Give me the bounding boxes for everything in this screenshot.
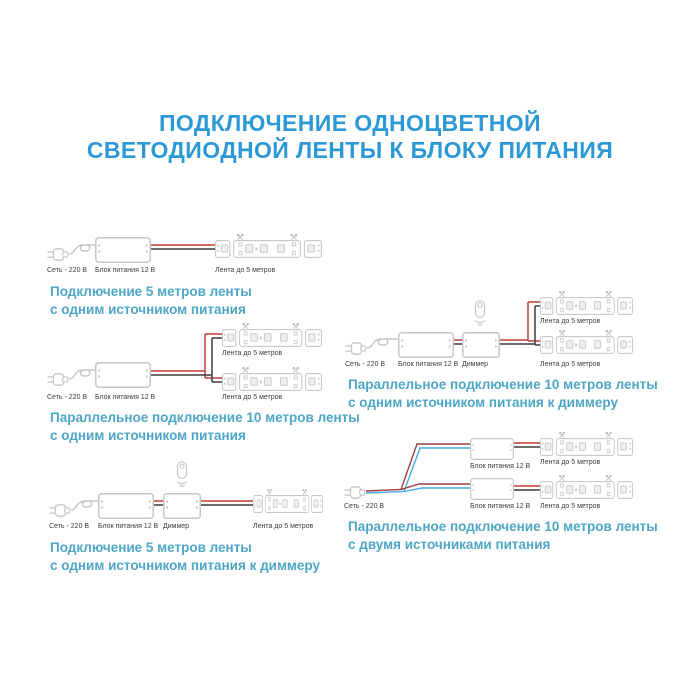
diagram-dimmer-parallel [343, 290, 673, 412]
dimmer-icon [164, 494, 200, 518]
diagram-caption [50, 283, 325, 319]
caption-line2: с одним источником питания [50, 428, 246, 443]
diagram-dimmer-single [45, 458, 325, 575]
caption-line2: с двумя источниками питания [348, 537, 551, 552]
strip-label: Лента до 5 метров [540, 361, 601, 368]
strip-label: Лента до 5 метров [222, 394, 283, 401]
caption-line1: Параллельное подключение 10 метров ленты [348, 519, 658, 534]
diagram-single-strip [45, 234, 325, 319]
mains-label: Сеть - 220 В [47, 394, 88, 401]
mains-label: Сеть - 220 В [344, 503, 385, 510]
plug-icon [47, 374, 67, 385]
led-strip-icon [541, 330, 633, 353]
psu-label: Блок питания 12 В [98, 523, 159, 530]
dimmer-icon [463, 333, 499, 357]
caption-line2: с одним источником питания к диммеру [348, 395, 618, 410]
strip-label: Лента до 5 метров [215, 267, 276, 274]
page-title [0, 110, 700, 164]
power-supply-icon [399, 333, 453, 357]
psu-label: Блок питания 12 В [398, 361, 459, 368]
led-strip-icon [541, 432, 633, 455]
plug-icon [344, 487, 364, 498]
power-supply-icon [99, 494, 153, 518]
psu-label: Блок питания 12 В [470, 503, 531, 510]
mains-cable [71, 501, 98, 510]
caption-line2: с одним источником питания к диммеру [50, 558, 320, 573]
negative-wire [500, 306, 540, 345]
led-strip-icon [541, 291, 633, 314]
diagram-parallel-one-psu [45, 322, 360, 445]
caption-line1: Параллельное подключение 10 метров ленты [348, 377, 658, 392]
diagram-single-strip-drawing [45, 234, 325, 276]
page-title-line1: ПОДКЛЮЧЕНИЕ ОДНОЦВЕТНОЙ [159, 110, 541, 136]
caption-line1: Подключение 5 метров ленты [50, 284, 252, 299]
mains-label: Сеть - 220 В [49, 523, 90, 530]
led-strip-icon [253, 489, 322, 512]
strip-label: Лента до 5 метров [540, 459, 601, 466]
plug-icon [345, 343, 365, 354]
power-supply-icon [96, 363, 150, 387]
strip-label: Лента до 5 метров [540, 503, 601, 510]
plug-icon [49, 505, 69, 516]
remote-control-icon [177, 462, 187, 486]
led-strip-icon [541, 475, 633, 498]
led-strip-icon [223, 323, 322, 346]
caption-line2: с одним источником питания [50, 302, 246, 317]
strip-label: Лента до 5 метров [222, 350, 283, 357]
psu-label: Блок питания 12 В [470, 463, 531, 470]
diagram-caption [348, 376, 673, 412]
positive-wire [500, 302, 540, 341]
plug-icon [47, 249, 67, 260]
diagram-caption [50, 539, 325, 575]
led-strip-icon [223, 367, 322, 390]
mains-label: Сеть - 220 В [47, 267, 88, 274]
strip-label: Лента до 5 метров [540, 318, 601, 325]
diagram-two-psu [343, 432, 673, 554]
mains-label: Сеть - 220 В [345, 361, 386, 368]
page-title-line2: СВЕТОДИОДНОЙ ЛЕНТЫ К БЛОКУ ПИТАНИЯ [86, 137, 614, 163]
diagram-parallel-one-psu-drawing [45, 322, 325, 402]
power-supply-icon [471, 479, 514, 500]
led-strip-icon [216, 234, 322, 257]
strip-label: Лента до 5 метров [253, 523, 314, 530]
mains-cable [367, 339, 398, 348]
power-supply-icon [471, 439, 514, 460]
power-supply-icon [96, 238, 150, 262]
dimmer-label: Диммер [462, 361, 489, 368]
mains-neutral-wire [404, 488, 470, 492]
diagram-two-psu-drawing [343, 432, 673, 510]
caption-line1: Параллельное подключение 10 метров ленты [50, 410, 360, 425]
psu-label: Блок питания 12 В [95, 394, 156, 401]
psu-label: Блок питания 12 В [95, 267, 156, 274]
diagram-caption [50, 409, 360, 445]
diagram-dimmer-parallel-drawing [343, 290, 673, 368]
mains-cable [69, 245, 95, 254]
negative-wire [151, 338, 222, 382]
diagram-dimmer-single-drawing [45, 458, 325, 530]
mains-neutral-wire [366, 448, 470, 493]
caption-line1: Подключение 5 метров ленты [50, 540, 252, 555]
dimmer-label: Диммер [163, 523, 190, 530]
diagram-caption [348, 518, 673, 554]
remote-control-icon [475, 301, 485, 325]
mains-cable [69, 370, 95, 379]
